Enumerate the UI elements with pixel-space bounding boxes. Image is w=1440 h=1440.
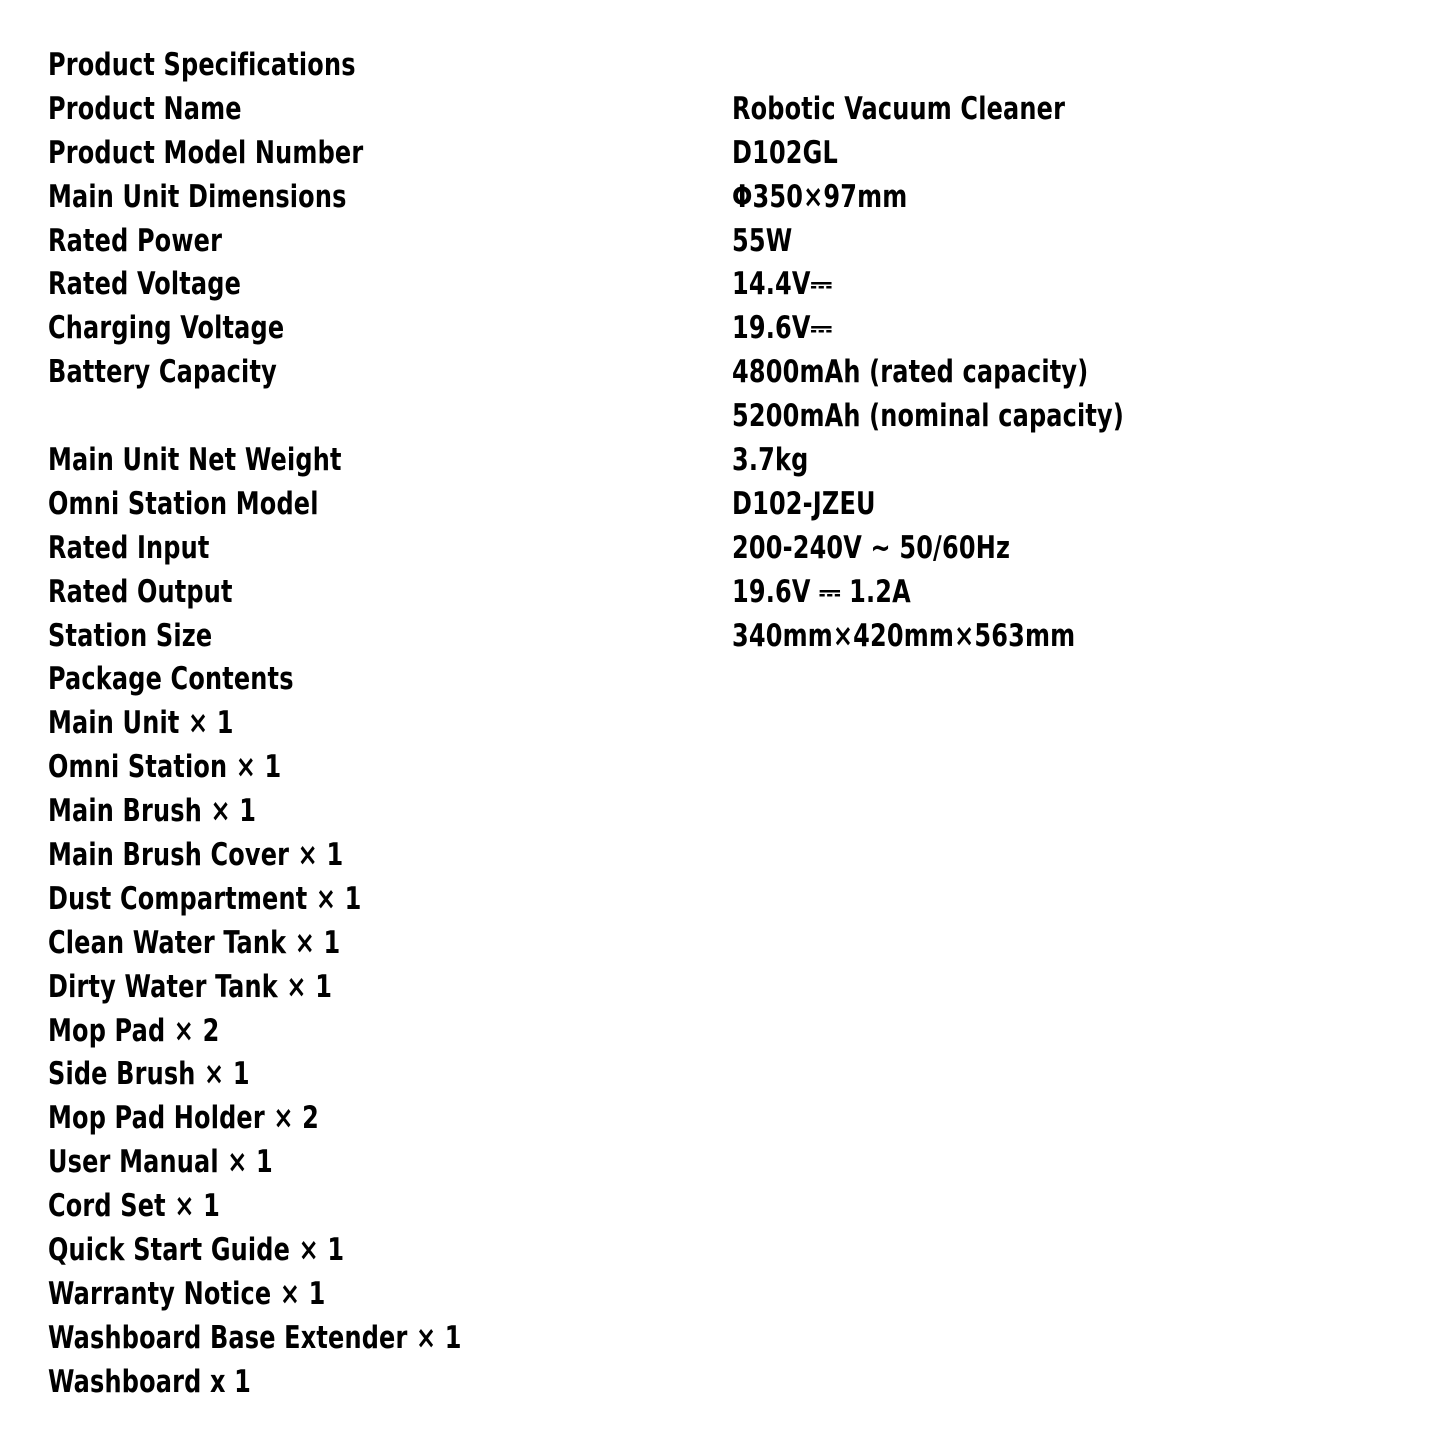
list-item: Cord Set × 1 (48, 1188, 220, 1225)
spec-row-product-name (48, 88, 1408, 132)
spec-row-rated-power (48, 220, 1408, 264)
spec-label: Product Name (48, 90, 242, 127)
list-item: Mop Pad Holder × 2 (48, 1100, 320, 1137)
spec-value: 14.4V⎓ (732, 266, 833, 303)
spec-label: Main Unit Net Weight (48, 442, 342, 479)
spec-label: Rated Output (48, 573, 233, 610)
spec-value: 5200mAh (nominal capacity) (732, 398, 1124, 435)
list-item: Omni Station × 1 (48, 749, 282, 786)
list-item: Dust Compartment × 1 (48, 880, 362, 917)
spec-label: Product Model Number (48, 134, 364, 171)
list-item: Washboard Base Extender × 1 (48, 1319, 462, 1356)
list-item: User Manual × 1 (48, 1144, 273, 1181)
package-contents-list (48, 702, 1408, 1404)
spec-label: Rated Input (48, 529, 210, 566)
spec-label: Battery Capacity (48, 354, 277, 391)
spec-value: 19.6V⎓ (732, 310, 833, 347)
spec-table (48, 88, 1408, 659)
list-item: Main Brush Cover × 1 (48, 837, 344, 874)
spec-label: Charging Voltage (48, 310, 285, 347)
spec-label: Rated Power (48, 222, 223, 259)
spec-row-battery-capacity (48, 351, 1408, 395)
spec-value: Robotic Vacuum Cleaner (732, 90, 1066, 127)
spec-row-rated-output (48, 571, 1408, 615)
spec-label: Main Unit Dimensions (48, 178, 347, 215)
list-item: Warranty Notice × 1 (48, 1275, 326, 1312)
spec-row-rated-input (48, 527, 1408, 571)
spec-row-main-unit-dimensions (48, 176, 1408, 220)
spec-row-battery-capacity-nominal (48, 395, 1408, 439)
spec-label: Omni Station Model (48, 485, 319, 522)
list-item: Washboard x 1 (48, 1363, 251, 1400)
spec-row-net-weight (48, 439, 1408, 483)
list-item: Clean Water Tank × 1 (48, 924, 341, 961)
spec-document (48, 44, 1408, 1405)
list-item: Quick Start Guide × 1 (48, 1232, 345, 1269)
package-contents-heading: Package Contents (48, 661, 294, 698)
spec-row-charging-voltage (48, 307, 1408, 351)
page-title: Product Specifications (48, 47, 356, 83)
spec-value: D102-JZEU (732, 485, 876, 522)
spec-row-model-number (48, 132, 1408, 176)
spec-row-station-size (48, 615, 1408, 659)
list-item: Main Brush × 1 (48, 793, 257, 830)
spec-value: 55W (732, 222, 793, 259)
spec-label: Station Size (48, 617, 213, 654)
spec-row-rated-voltage (48, 263, 1408, 307)
spec-value: 200-240V ~ 50/60Hz (732, 529, 1011, 566)
spec-value: 3.7kg (732, 442, 809, 479)
list-item: Main Unit × 1 (48, 705, 234, 742)
spec-value: Φ350×97mm (732, 178, 908, 215)
list-item: Dirty Water Tank × 1 (48, 968, 333, 1005)
spec-row-station-model (48, 483, 1408, 527)
spec-value: 19.6V ⎓ 1.2A (732, 573, 911, 610)
spec-value: D102GL (732, 134, 838, 171)
spec-label: Rated Voltage (48, 266, 242, 303)
list-item: Side Brush × 1 (48, 1056, 250, 1093)
spec-value: 340mm×420mm×563mm (732, 617, 1076, 654)
list-item: Mop Pad × 2 (48, 1012, 220, 1049)
spec-value: 4800mAh (rated capacity) (732, 354, 1089, 391)
